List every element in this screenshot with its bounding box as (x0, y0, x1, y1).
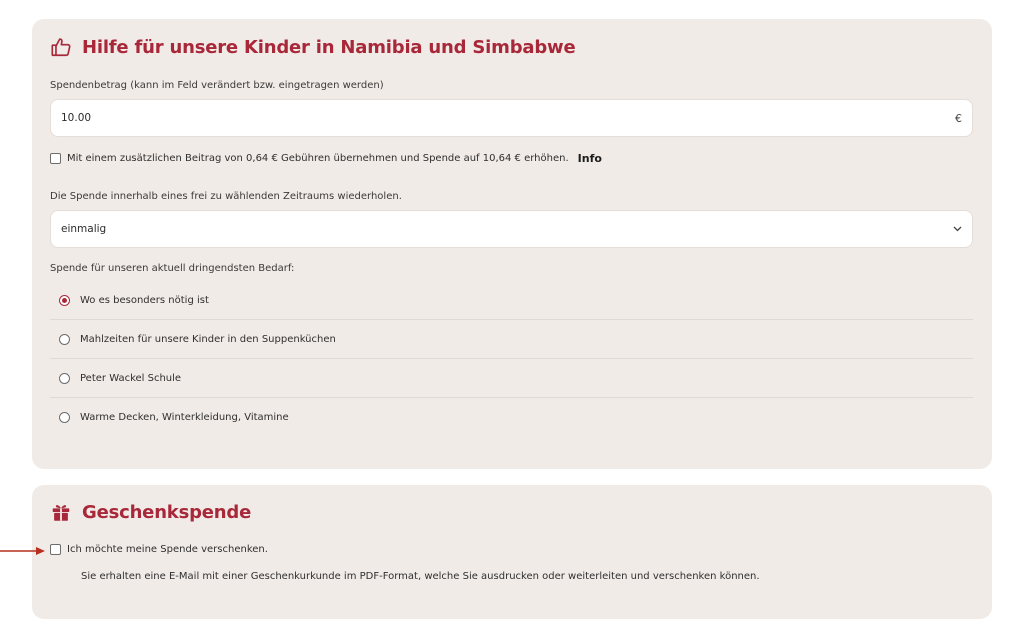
gift-title (50, 501, 251, 523)
currency-symbol: € (955, 111, 962, 125)
gift-description: Sie erhalten eine E-Mail mit einer Geschenkurkunde im PDF-Format, welche Sie ausdrucken oder weiterleiten und verschenken können. (81, 571, 760, 582)
interval-label: Die Spende innerhalb eines frei zu wählenden Zeitraums wiederholen. (50, 191, 402, 202)
amount-input[interactable] (50, 99, 973, 137)
gift-checkbox-label: Ich möchte meine Spende verschenken. (67, 544, 268, 555)
radio[interactable] (59, 334, 70, 345)
purpose-option-wo-noetig[interactable] (50, 282, 973, 320)
radio[interactable] (59, 412, 70, 423)
donation-card (32, 19, 992, 469)
info-link[interactable]: Info (577, 152, 602, 165)
purpose-option-schule[interactable] (50, 360, 973, 398)
chevron-down-icon (953, 224, 962, 235)
purpose-option-mahlzeiten[interactable] (50, 321, 973, 359)
radio-checked[interactable] (59, 295, 70, 306)
purpose-option-label: Mahlzeiten für unsere Kinder in den Suppenküchen (80, 334, 336, 345)
purpose-label: Spende für unseren aktuell dringendsten Bedarf: (50, 263, 295, 274)
gift-card (32, 485, 992, 619)
fee-option[interactable] (50, 152, 602, 165)
fee-checkbox[interactable] (50, 153, 61, 164)
thumbs-up-icon (50, 36, 72, 58)
gift-option[interactable] (50, 544, 268, 555)
radio[interactable] (59, 373, 70, 384)
annotation-arrow-icon (0, 546, 46, 556)
purpose-option-decken[interactable] (50, 398, 973, 436)
donation-title-text: Hilfe für unsere Kinder in Namibia und Simbabwe (82, 36, 576, 58)
gift-title-text: Geschenkspende (82, 501, 252, 523)
purpose-option-label: Wo es besonders nötig ist (80, 295, 209, 306)
gift-checkbox[interactable] (50, 544, 61, 555)
fee-checkbox-label: Mit einem zusätzlichen Beitrag von 0,64 € Gebühren übernehmen und Spende auf 10,64 € erhöhen. (67, 153, 569, 164)
purpose-option-label: Warme Decken, Winterkleidung, Vitamine (80, 411, 289, 423)
interval-selected: einmalig (61, 223, 107, 235)
purpose-option-label: Peter Wackel Schule (80, 373, 182, 384)
amount-label: Spendenbetrag (kann im Feld verändert bzw. eingetragen werden) (50, 80, 384, 91)
donation-title (50, 36, 575, 58)
gift-icon (50, 501, 72, 523)
amount-value[interactable]: 10.00 (61, 112, 92, 124)
interval-select[interactable] (50, 210, 973, 248)
